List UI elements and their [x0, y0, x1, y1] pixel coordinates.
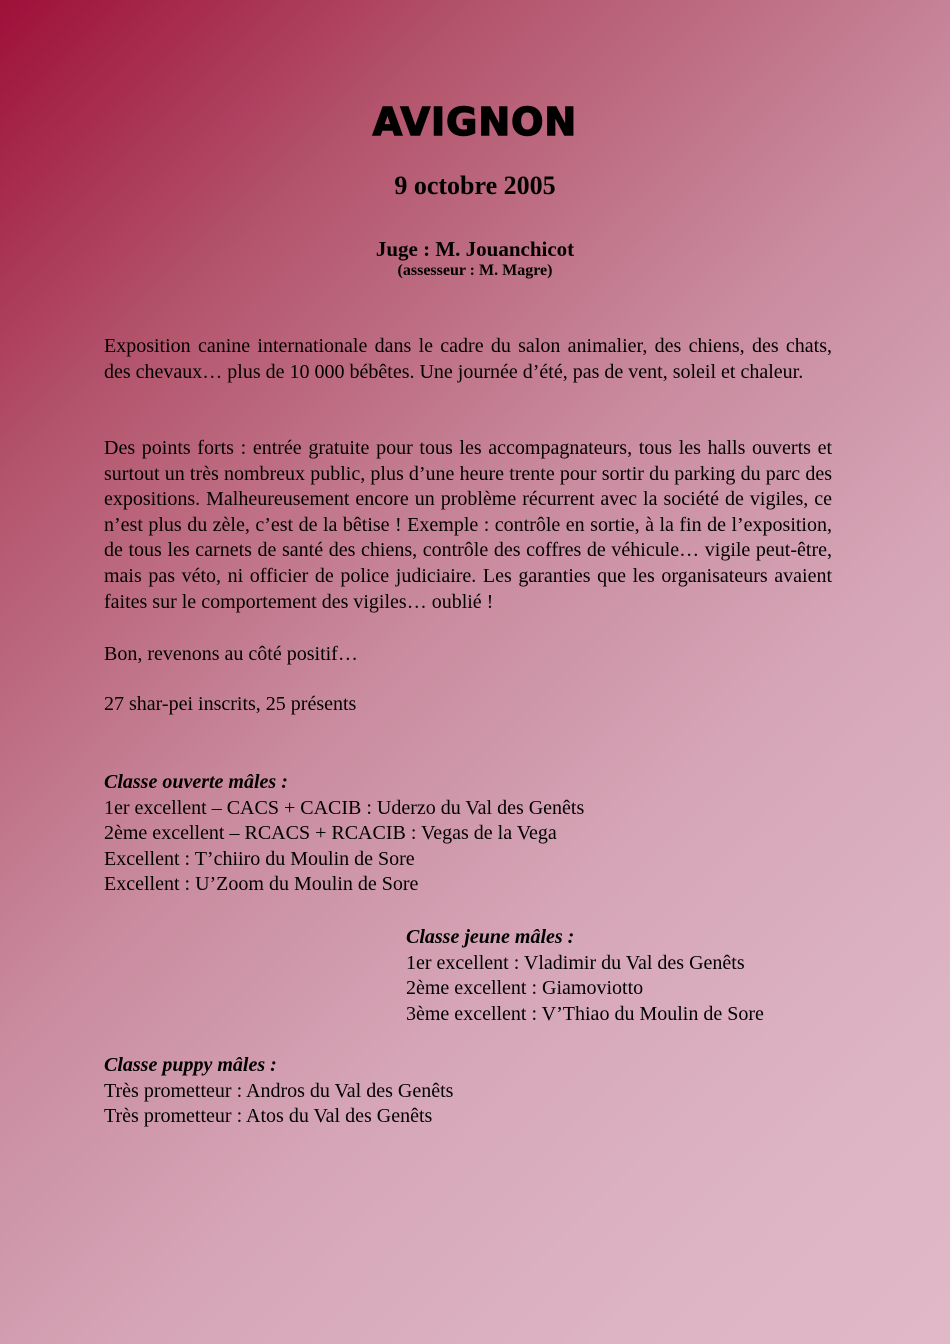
positive-paragraph: Bon, revenons au côté positif…	[104, 643, 358, 665]
result-line: Très prometteur : Andros du Val des Genêts	[104, 1079, 454, 1102]
class-heading: Classe ouverte mâles :	[104, 771, 288, 793]
class-heading: Classe puppy mâles :	[104, 1054, 277, 1076]
intro-paragraph: Exposition canine internationale dans le cadre du salon animalier, des chiens, des chats, des chevaux… plus de 10 000 bébêtes. Une journée d’été, pas de vent, soleil et chaleur.	[104, 335, 832, 383]
judge-line: Juge : M. Jouanchicot	[375, 237, 575, 261]
class-young-males	[406, 925, 764, 1027]
result-line: Excellent : U’Zoom du Moulin de Sore	[104, 873, 419, 896]
assessor-line: (assesseur : M. Magre)	[397, 262, 553, 279]
result-line: 1er excellent – CACS + CACIB : Uderzo du Val des Genêts	[104, 796, 585, 819]
event-date: 9 octobre 2005	[394, 171, 556, 200]
result-line: Très prometteur : Atos du Val des Genêts	[104, 1105, 433, 1128]
class-heading: Classe jeune mâles :	[406, 926, 575, 948]
result-line: 1er excellent : Vladimir du Val des Genêts	[406, 951, 745, 974]
result-line: Excellent : T’chiiro du Moulin de Sore	[104, 847, 415, 870]
result-line: 3ème excellent : V’Thiao du Moulin de Sore	[406, 1002, 764, 1025]
class-puppy-males	[104, 1053, 453, 1130]
points-paragraph: Des points forts : entrée gratuite pour tous les accompagnateurs, tous les halls ouverts et surtout un très nombreux public, plus d’une heure trente pour sortir du parking du parc des expositions. Malheureusement encore un problème récurrent avec la société de vigiles, ce n’est plus du zèle, c’est de la bêtise ! Exemple : contrôle en sortie, à la fin de l’exposition, de tous les carnets de santé des chiens, contrôle des coffres de véhicule… vigile peut-être, mais pas véto, ni officier de police judiciaire. Les garanties que les organisateurs avaient faites sur le comportement des vigiles… oublié !	[104, 437, 832, 613]
entry-count: 27 shar-pei inscrits, 25 présents	[104, 693, 357, 715]
result-line: 2ème excellent : Giamoviotto	[406, 977, 644, 1000]
class-open-males	[104, 770, 584, 898]
result-line: 2ème excellent – RCACS + RCACIB : Vegas de la Vega	[104, 822, 557, 845]
page-title: AVIGNON	[372, 100, 578, 144]
